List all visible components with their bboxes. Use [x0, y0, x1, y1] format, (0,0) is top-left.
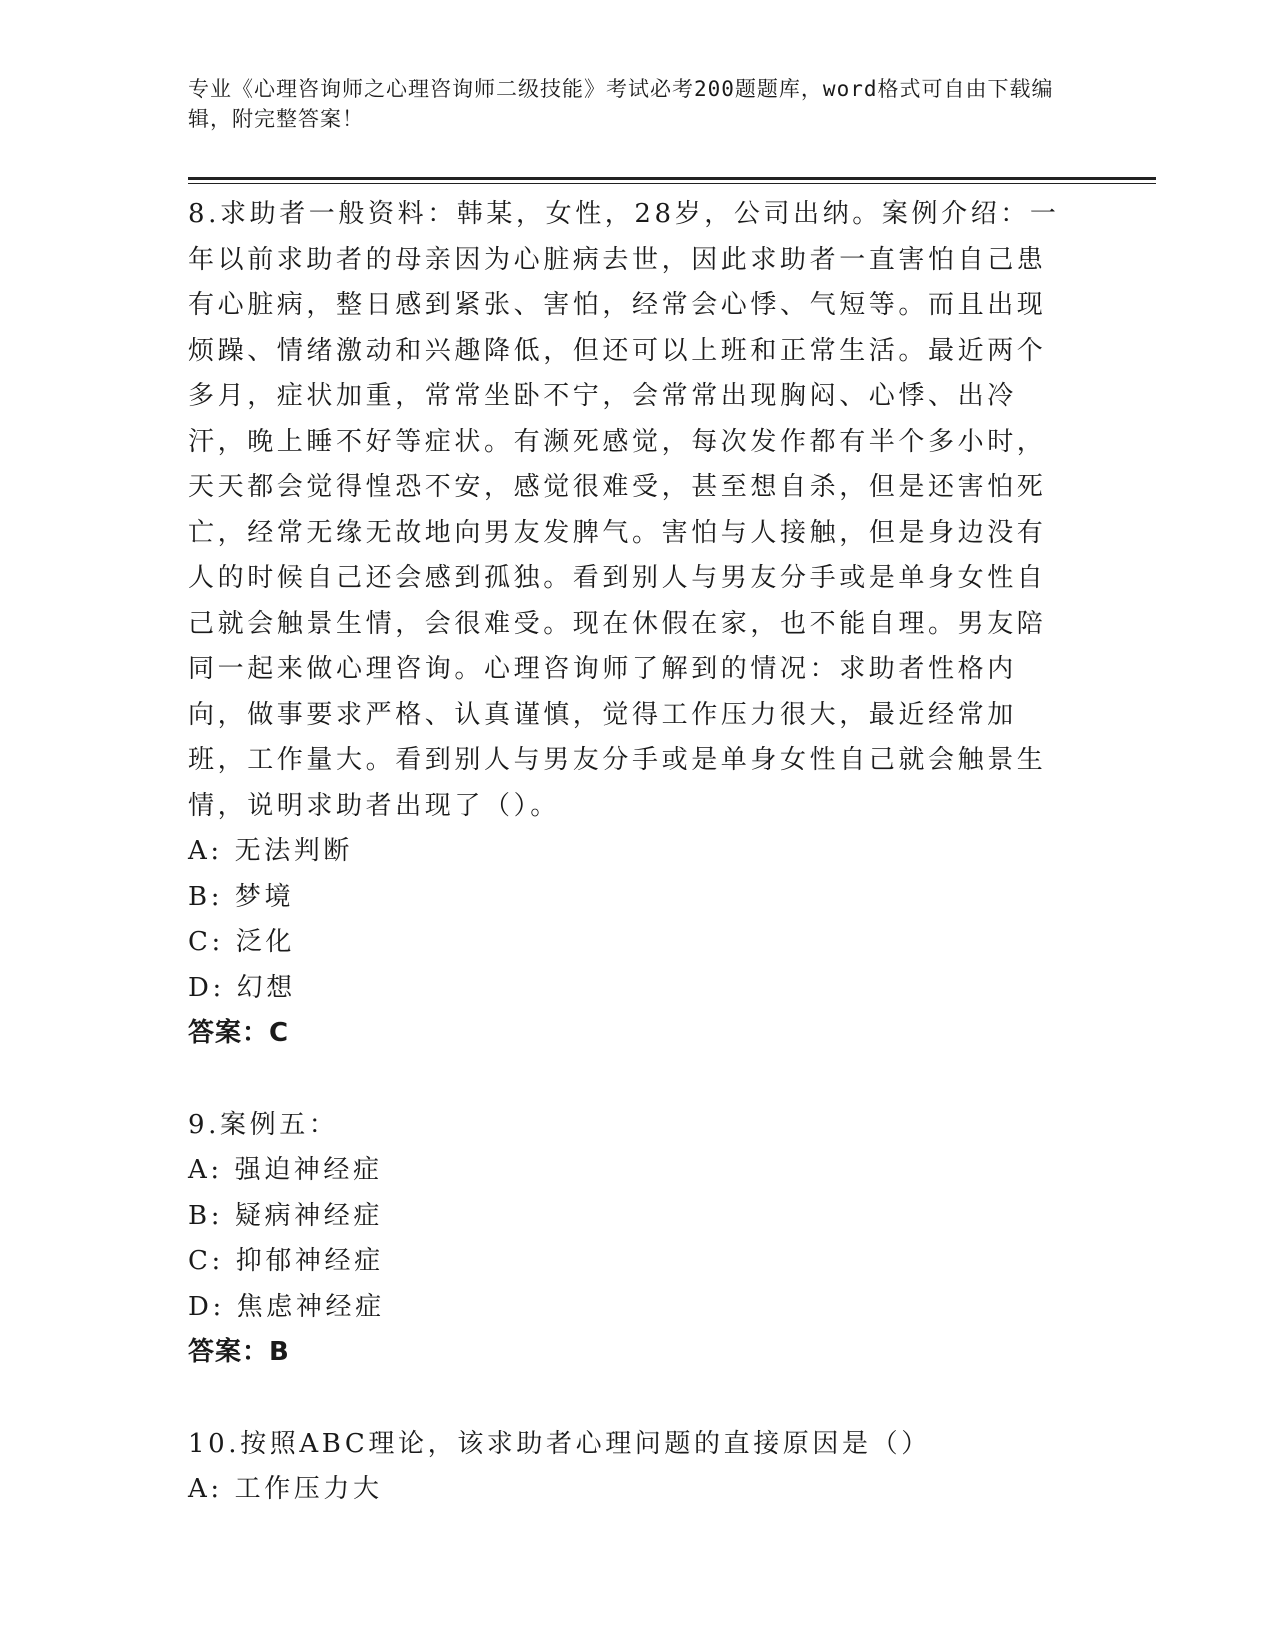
option-a: A: 无法判断	[188, 836, 354, 866]
option-a: A: 工作压力大	[188, 1474, 383, 1504]
spacer	[188, 1057, 1068, 1103]
option-c: C: 泛化	[188, 927, 295, 957]
question-stem: 10.按照ABC理论，该求助者心理问题的直接原因是（）	[188, 1428, 931, 1459]
question-stem: 9.案例五：	[188, 1109, 339, 1140]
question-stem: 8.求助者一般资料：韩某，女性，28岁，公司出纳。案例介绍：一年以前求助者的母亲因为心脏病去世，因此求助者一直害怕自己患有心脏病，整日感到紧张、害怕，经常会心悸、气短等。而且出现烦躁、情绪激动和兴趣降低，但还可以上班和正常生活。最近两个多月，症状加重，常常坐卧不宁，会常常出现胸闷、心悸、出冷汗，晚上睡不好等症状。有濒死感觉，每次发作都有半个多小时，天天都会觉得惶恐不安，感觉很难受，甚至想自杀，但是还害怕死亡，经常无缘无故地向男友发脾气。害怕与人接触，但是身边没有人的时候自己还会感到孤独。看到别人与男友分手或是单身女性自己就会触景生情，会很难受。现在休假在家，也不能自理。男友陪同一起来做心理咨询。心理咨询师了解到的情况：求助者性格内向，做事要求严格、认真谨慎，觉得工作压力很大，最近经常加班，工作量大。看到别人与男友分手或是单身女性自己就会触景生情，说明求助者出现了（）。	[188, 199, 1060, 821]
document-header: 专业《心理咨询师之心理咨询师二级技能》考试必考200题题库，word格式可自由下载编辑，附完整答案！	[188, 77, 1054, 131]
option-b: B: 疑病神经症	[188, 1200, 383, 1231]
question-list	[188, 192, 1068, 1513]
header-divider-thick	[188, 177, 1156, 180]
option-d: D: 幻想	[188, 972, 296, 1003]
question-10	[188, 1422, 1068, 1513]
question-9	[188, 1103, 1068, 1376]
option-a: A: 强迫神经症	[188, 1155, 383, 1185]
option-d: D: 焦虑神经症	[188, 1291, 385, 1322]
question-8	[188, 192, 1068, 1057]
answer-label: 答案：C	[188, 1018, 290, 1048]
spacer	[188, 1376, 1068, 1422]
answer-label: 答案：B	[188, 1337, 290, 1367]
option-b: B: 梦境	[188, 881, 295, 912]
header-divider-thin	[188, 183, 1156, 184]
option-c: C: 抑郁神经症	[188, 1246, 384, 1276]
